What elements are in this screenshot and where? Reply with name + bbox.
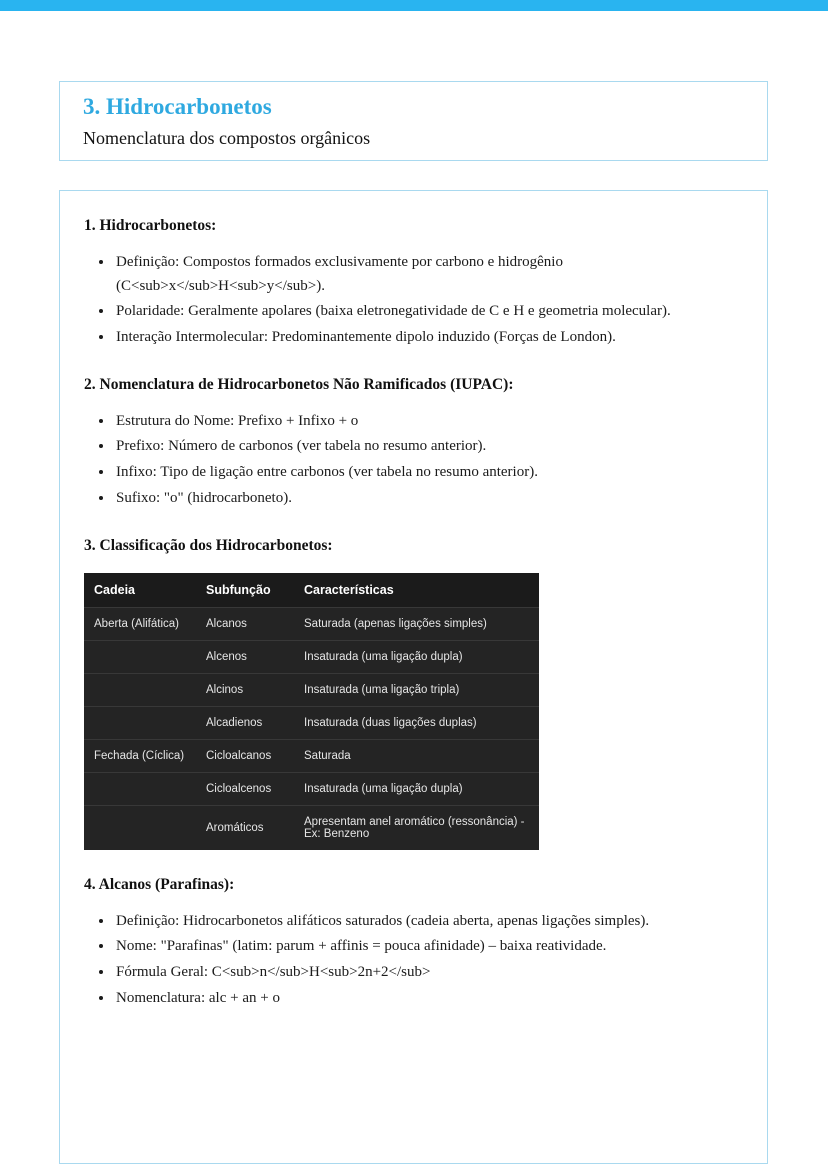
bullet-list xyxy=(84,910,739,1011)
section-alcanos xyxy=(84,876,739,1011)
table-cell xyxy=(84,772,196,805)
table-row xyxy=(84,640,539,673)
section-heading: 1. Hidrocarbonetos: xyxy=(84,217,217,234)
bullet-item: • Prefixo: Número de carbonos (ver tabela no resumo anterior). xyxy=(114,435,739,459)
table-cell: Cicloalcenos xyxy=(196,772,294,805)
table-row xyxy=(84,805,539,850)
bullet-item: • Definição: Hidrocarbonetos alifáticos saturados (cadeia aberta, apenas ligações simples). xyxy=(114,910,739,934)
table-row xyxy=(84,673,539,706)
table-cell: Insaturada (uma ligação dupla) xyxy=(294,640,539,673)
table-cell xyxy=(84,706,196,739)
bullet-item: • Estrutura do Nome: Prefixo + Infixo + o xyxy=(114,410,739,434)
bullet-item: • Infixo: Tipo de ligação entre carbonos (ver tabela no resumo anterior). xyxy=(114,461,739,485)
section-hidrocarbonetos xyxy=(84,217,739,350)
header-card xyxy=(59,81,768,161)
bullet-item: • Interação Intermolecular: Predominantemente dipolo induzido (Forças de London). xyxy=(114,326,739,350)
table-row xyxy=(84,607,539,640)
table-cell: Aberta (Alifática) xyxy=(84,607,196,640)
top-accent-bar xyxy=(0,0,828,11)
page-subtitle: Nomenclatura dos compostos orgânicos xyxy=(83,127,371,148)
section-heading: 3. Classificação dos Hidrocarbonetos: xyxy=(84,536,333,554)
page-title: 3. Hidrocarbonetos xyxy=(83,94,272,119)
table-cell: Saturada (apenas ligações simples) xyxy=(294,607,539,640)
classification-table xyxy=(84,573,539,850)
table-cell: Insaturada (uma ligação dupla) xyxy=(294,772,539,805)
section-heading: 2. Nomenclatura de Hidrocarbonetos Não Ramificados (IUPAC): xyxy=(84,375,514,393)
table-cell: Alcinos xyxy=(196,673,294,706)
table-cell: Alcanos xyxy=(196,607,294,640)
table-cell xyxy=(84,805,196,850)
table-cell: Cicloalcanos xyxy=(196,739,294,772)
table-header-cell: Cadeia xyxy=(84,573,196,608)
table-cell: Insaturada (uma ligação tripla) xyxy=(294,673,539,706)
table-row xyxy=(84,739,539,772)
table-row xyxy=(84,706,539,739)
table-cell: Fechada (Cíclica) xyxy=(84,739,196,772)
bullet-item: • Nome: "Parafinas" (latim: parum + affinis = pouca afinidade) – baixa reatividade. xyxy=(114,935,739,959)
table-cell xyxy=(84,673,196,706)
table-cell: Insaturada (duas ligações duplas) xyxy=(294,706,539,739)
bullet-item: • Definição: Compostos formados exclusivamente por carbono e hidrogênio (C<sub>x</sub>H<sub>y</sub>). xyxy=(114,251,739,298)
bullet-item: • Polaridade: Geralmente apolares (baixa eletronegatividade de C e H e geometria molecular). xyxy=(114,300,739,324)
bullet-list xyxy=(84,410,739,511)
table-header-row xyxy=(84,573,539,608)
bullet-item: • Nomenclatura: alc + an + o xyxy=(114,987,739,1011)
table-cell: Alcenos xyxy=(196,640,294,673)
table-cell: Saturada xyxy=(294,739,539,772)
section-nomenclatura xyxy=(84,376,739,511)
table-cell xyxy=(84,640,196,673)
table-header-cell: Subfunção xyxy=(196,573,294,608)
bullet-item: • Sufixo: "o" (hidrocarboneto). xyxy=(114,487,739,511)
table-cell: Alcadienos xyxy=(196,706,294,739)
bullet-list xyxy=(84,251,739,350)
table-cell: Aromáticos xyxy=(196,805,294,850)
content-card xyxy=(59,190,768,1164)
table-cell: Apresentam anel aromático (ressonância) - Ex: Benzeno xyxy=(294,805,539,850)
bullet-item: • Fórmula Geral: C<sub>n</sub>H<sub>2n+2</sub> xyxy=(114,961,739,985)
section-heading: 4. Alcanos (Parafinas): xyxy=(84,875,235,893)
table-row xyxy=(84,772,539,805)
section-classificacao xyxy=(84,537,739,850)
table-header-cell: Características xyxy=(294,573,539,608)
